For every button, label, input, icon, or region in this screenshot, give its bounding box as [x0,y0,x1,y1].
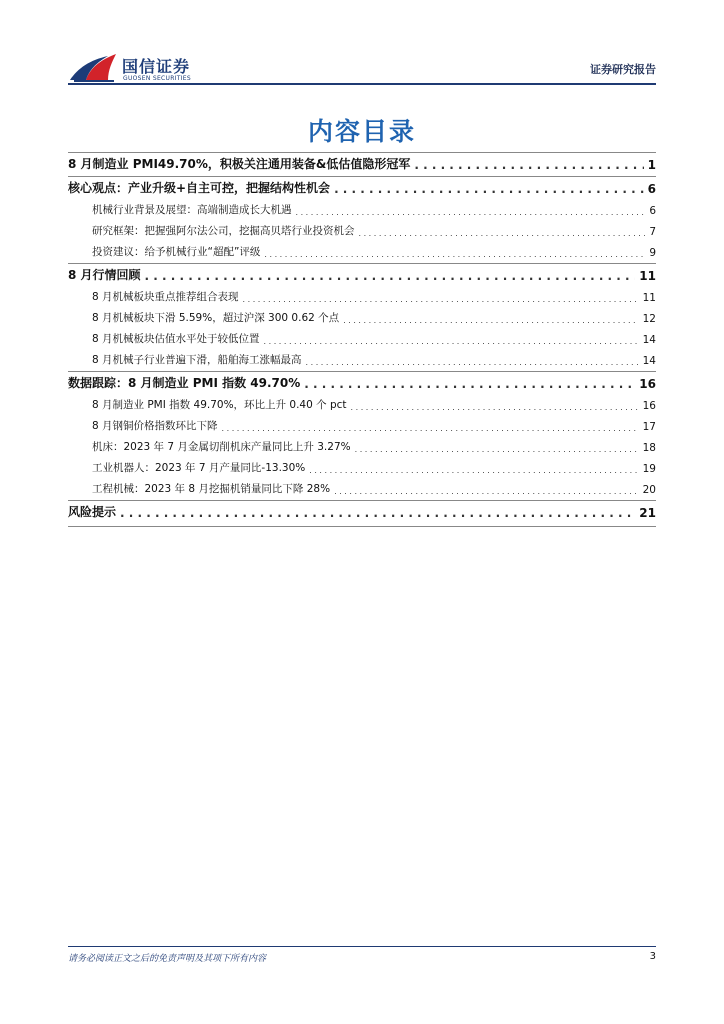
toc-entry-page: 11 [639,269,656,283]
toc-subsection-entry[interactable] [68,416,656,437]
guosen-logo-icon [68,50,120,84]
page-number: 3 [649,951,656,962]
toc-entry-page: 12 [642,313,656,325]
toc-leader-dots [120,506,635,524]
toc-subsection-entry[interactable] [68,350,656,371]
toc-entry-page: 6 [647,182,656,196]
toc-bottom-rule [68,526,656,527]
toc-leader-dots [343,316,638,329]
toc-entry-page: 7 [649,226,656,238]
toc-leader-dots [243,295,639,308]
toc-subsection-entry[interactable] [68,242,656,263]
toc-entry-text: 核心观点：产业升级+自主可控，把握结构性机会 [68,181,331,195]
toc-entry-page: 6 [649,205,656,217]
toc-entry-page: 9 [649,247,656,259]
toc-section-entry[interactable] [68,263,656,287]
toc-entry-text: 数据跟踪：8 月制造业 PMI 指数 49.70% [68,376,301,390]
toc-subsection-entry[interactable] [68,329,656,350]
toc-entry-text: 风险提示 [68,505,117,519]
toc-leader-dots [222,424,639,437]
logo-name-en: GUOSEN SECURITIES [123,75,192,82]
toc-entry-text: 机械行业背景及展望：高端制造成长大机遇 [92,204,292,216]
table-of-contents [68,152,656,527]
toc-title: 内容目录 [307,117,416,146]
toc-entry-page: 19 [642,463,656,475]
toc-entry-text: 工程机械：2023 年 8 月挖掘机销量同比下降 28% [92,483,331,495]
page-header [68,50,656,86]
toc-entry-text: 研究框架：把握强阿尔法公司，挖掘高贝塔行业投资机会 [92,225,355,237]
toc-section-entry[interactable] [68,152,656,176]
toc-entry-page: 16 [639,377,656,391]
toc-entry-text: 8 月机械板块重点推荐组合表现 [92,291,239,303]
toc-entry-text: 投资建议：给予机械行业“超配”评级 [92,246,261,258]
toc-leader-dots [145,269,636,287]
toc-entry-text: 8 月钢铜价格指数环比下降 [92,420,218,432]
toc-entry-page: 21 [639,506,656,520]
toc-leader-dots [306,358,639,371]
toc-section-entry[interactable] [68,371,656,395]
toc-subsection-entry[interactable] [68,479,656,500]
toc-section-entry[interactable] [68,176,656,200]
toc-entry-text: 8 月行情回顾 [68,268,141,282]
toc-entry-text: 8 月制造业 PMI49.70%，积极关注通用装备&低估值隐形冠军 [68,157,411,171]
toc-subsection-entry[interactable] [68,287,656,308]
toc-subsection-entry[interactable] [68,395,656,416]
toc-leader-dots [359,229,646,242]
toc-entry-text: 工业机器人：2023 年 7 月产量同比-13.30% [92,462,306,474]
toc-leader-dots [296,208,646,221]
logo-name-cn: 国信证券 [122,57,191,76]
toc-entry-text: 机床：2023 年 7 月金属切削机床产量同比上升 3.27% [92,441,351,453]
toc-entry-page: 11 [642,292,656,304]
toc-leader-dots [334,487,639,500]
toc-leader-dots [309,466,638,479]
toc-leader-dots [414,158,643,176]
toc-leader-dots [351,403,639,416]
toc-leader-dots [264,337,639,350]
footer-disclaimer: 请务必阅读正文之后的免责声明及其项下所有内容 [68,954,267,964]
toc-entry-text: 8 月机械板块下滑 5.59%，超过沪深 300 0.62 个点 [92,312,340,324]
toc-entry-text: 8 月机械子行业普遍下滑，船舶海工涨幅最高 [92,354,302,366]
toc-leader-dots [304,377,635,395]
toc-subsection-entry[interactable] [68,308,656,329]
toc-entry-text: 8 月机械板块估值水平处于较低位置 [92,333,260,345]
toc-entry-page: 16 [642,400,656,412]
toc-subsection-entry[interactable] [68,200,656,221]
report-type-label: 证券研究报告 [590,63,656,76]
toc-entry-page: 18 [642,442,656,454]
toc-leader-dots [355,445,639,458]
toc-leader-dots [264,250,645,263]
toc-entry-page: 14 [642,355,656,367]
toc-entry-page: 20 [642,484,656,496]
header-divider [68,83,656,85]
toc-entry-page: 1 [647,158,656,172]
toc-entry-page: 17 [642,421,656,433]
toc-subsection-entry[interactable] [68,221,656,242]
toc-entry-text: 8 月制造业 PMI 指数 49.70%，环比上升 0.40 个 pct [92,399,347,411]
toc-entry-page: 14 [642,334,656,346]
toc-leader-dots [334,182,644,200]
footer-divider [68,946,656,947]
toc-subsection-entry[interactable] [68,437,656,458]
toc-subsection-entry[interactable] [68,458,656,479]
toc-section-entry[interactable] [68,500,656,524]
guosen-logo [68,50,228,86]
